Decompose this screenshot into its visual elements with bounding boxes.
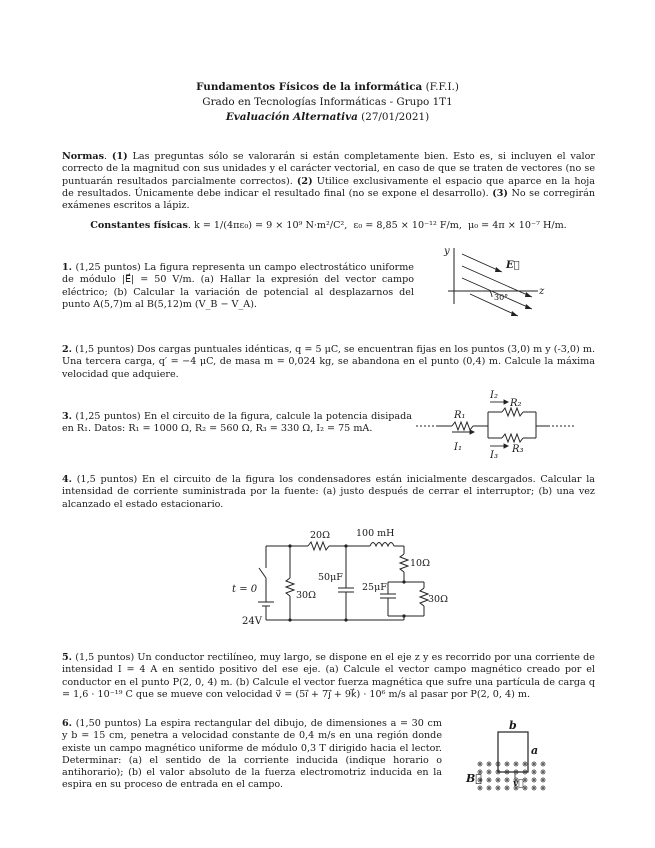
field-dot-center <box>506 779 507 780</box>
resistor-30b <box>420 588 428 606</box>
field-dot-center <box>524 763 525 764</box>
constants-line: Constantes físicas. k = 1/(4πε₀) = 9 × 10⁹ N·m²/C², ε₀ = 8,85 × 10⁻¹² F/m, μ₀ = 4π × 10⁻⁷ H/m. <box>90 220 567 231</box>
resistor-10 <box>400 554 408 572</box>
problem-6 <box>62 718 442 792</box>
field-dot-center <box>488 763 489 764</box>
course-title <box>0 80 655 94</box>
normas-label: Normas <box>62 151 104 162</box>
label-I1: I₁ <box>454 442 462 453</box>
problem-number: 6. <box>62 718 73 729</box>
label-R3: R₃ <box>512 444 524 455</box>
label-25uF: 25μF <box>362 582 387 593</box>
field-dot-center <box>488 787 489 788</box>
inductor-100mH <box>370 543 394 547</box>
field-dot-center <box>488 779 489 780</box>
problem-number: 5. <box>62 652 73 663</box>
label-R2: R₂ <box>510 398 522 409</box>
constant-k: k = 1/(4πε₀) = 9 × 10⁹ N·m²/C², <box>193 220 348 231</box>
problem-number: 4. <box>62 474 73 485</box>
field-dot-center <box>479 787 480 788</box>
problem-4 <box>62 474 595 511</box>
resistor-r2 <box>502 408 523 416</box>
field-dot-center <box>533 771 534 772</box>
problem-text: (1,25 puntos) En el circuito de la figura, calcule la potencia disipada en R₁. Datos: R₁ = 1000 Ω, R₂ = 560 Ω, R₃ = 330 Ω, I₂ = 75 mA. <box>62 411 412 435</box>
field-dot-center <box>497 779 498 780</box>
problem-text: (1,25 puntos) La figura representa un campo electrostático uniforme de módulo |E⃗| = 50 V/m. (a) Hallar la expresión del vector campo eléctrico; (b) Calcular la variación de potencial al desplazarnos del punto A(5,7)m al B(5,12)m (V_B − V_A). <box>62 262 414 310</box>
field-dot-center <box>497 763 498 764</box>
label-angle: 30° <box>494 293 509 302</box>
loop-rectangle <box>498 732 528 772</box>
problem-text: (1,5 puntos) En el circuito de la figura los condensadores están inicialmente descargados. Calcular la intensidad de corriente suministrada por la fuente: (a) justo después de cerrar el interruptor; (b) una vez alcanzado el estado estacionario. <box>62 474 595 510</box>
label-I2: I₂ <box>490 390 498 401</box>
angle-arc <box>490 291 492 297</box>
evaluation-date: (27/01/2021) <box>361 111 430 123</box>
label-E: E⃗ <box>506 260 520 271</box>
evaluation-title: Evaluación Alternativa <box>225 111 358 123</box>
field-dot-center <box>524 771 525 772</box>
problem-text: (1,50 puntos) La espira rectangular del dibujo, de dimensiones a = 30 cm y b = 15 cm, penetra a velocidad constante de 0,4 m/s en una región donde existe un campo magnético uniforme de módulo 0,3 T dirigido hacia el lector. Determinar: (a) el sentido de la corriente inducida (indique horario o antihorario); (b) el valor absoluto de la fuerza electromotriz inducida en la espira en su proceso de entrada en el campo. <box>62 718 442 791</box>
resistor-r3 <box>502 434 523 442</box>
field-dot-center <box>488 771 489 772</box>
label-y: y <box>444 246 450 257</box>
degree-line: Grado en Tecnologías Informáticas - Grupo 1T1 <box>202 96 453 108</box>
problem-text: (1,5 puntos) Un conductor rectilíneo, muy largo, se dispone en el eje z y es recorrido por una corriente de intensidad I = 4 A en sentido positivo del ese eje. (a) Calcule el vector campo magnético creado por el conductor en el punto P(2, 0, 4) m. (b) Calcule el vector fuerza magnética que sufre una partícula de carga q = 1,6 · 10⁻¹⁹ C que se mueve con velocidad v⃗ = (5i⃗ + 7j⃗ + 9k⃗) · 10⁶ m/s al pasar por P(2, 0, 4) m. <box>62 652 595 700</box>
label-z: z <box>539 286 545 297</box>
label-30ohm-b: 30Ω <box>428 594 448 605</box>
field-dot-center <box>524 779 525 780</box>
evaluation-line <box>0 110 655 124</box>
field-dot-center <box>524 787 525 788</box>
figure-electric-field <box>440 244 550 324</box>
problem-text: (1,5 puntos) Dos cargas puntuales idénticas, q = 5 μC, se encuentran fijas en los puntos (3,0) m y (-3,0) m. Una tercera carga, q′ = −4 μC, de masa m = 0,024 kg, se abandona en el punto (0,4) m. Calcule la máxima velocidad que adquiere. <box>62 344 595 380</box>
problem-number: 2. <box>62 344 73 355</box>
field-dot-center <box>497 787 498 788</box>
problem-3 <box>62 411 412 436</box>
field-dot-center <box>533 787 534 788</box>
field-dot-center <box>533 763 534 764</box>
normas-n3: (3) <box>492 187 508 199</box>
label-20ohm: 20Ω <box>310 530 330 541</box>
course-name: Fundamentos Físicos de la informática <box>196 81 423 93</box>
label-v: v⃗ <box>513 779 524 789</box>
problem-number: 1. <box>62 262 73 273</box>
field-dots <box>478 762 545 790</box>
normas-n1: (1) <box>111 151 128 162</box>
label-a: a <box>531 744 539 757</box>
normas-t1: Las preguntas sólo se valorarán si están completamente bien. Esto es, si incluyen el valor correcto de la magnitud con sus unidades y el carácter vectorial, en caso de que se traten de vectores (no se puntuarán resultados parcialmente correctos). <box>62 151 595 187</box>
label-50uF: 50μF <box>318 572 343 583</box>
label-B: B⃗ <box>466 772 482 785</box>
switch <box>259 568 266 578</box>
normas-n2: (2) <box>296 175 313 187</box>
label-R1: R₁ <box>454 410 466 421</box>
label-100mH: 100 mH <box>356 528 395 539</box>
label-t0: t = 0 <box>232 584 258 595</box>
label-I3: I₃ <box>490 450 498 461</box>
field-dot-center <box>506 787 507 788</box>
constant-mu0: μ₀ = 4π × 10⁻⁷ H/m. <box>468 220 567 231</box>
figure-loop <box>462 718 552 798</box>
field-dot-center <box>506 763 507 764</box>
label-b: b <box>509 719 517 732</box>
field-dot-center <box>497 771 498 772</box>
label-24V: 24V <box>242 616 262 627</box>
field-dot-center <box>542 771 543 772</box>
field-dot-center <box>533 779 534 780</box>
resistor-20 <box>308 542 329 550</box>
label-10ohm: 10Ω <box>410 558 430 569</box>
problem-number: 3. <box>62 411 73 422</box>
field-dot-center <box>542 779 543 780</box>
course-abbr: (F.F.I.) <box>425 81 459 93</box>
constant-epsilon0: ε₀ = 8,85 × 10⁻¹² F/m, <box>353 220 462 231</box>
field-dot-center <box>515 771 516 772</box>
resistor-r1 <box>452 422 473 430</box>
field-dot-center <box>542 787 543 788</box>
problem-5 <box>62 652 595 701</box>
problem-1 <box>62 262 414 311</box>
normas-t3: No se corregirán exámenes escritos a lápiz. <box>62 187 595 212</box>
figure-circuit-3 <box>414 388 594 460</box>
field-dot-center <box>479 763 480 764</box>
field-lines <box>462 254 532 316</box>
label-30ohm-a: 30Ω <box>296 590 316 601</box>
field-dot-center <box>515 763 516 764</box>
resistor-30a <box>286 578 294 596</box>
normas-paragraph: Normas. (1) Las preguntas sólo se valorarán si están completamente bien. Esto es, si incluyen el valor correcto de la magnitud con sus unidades y el carácter vectorial, en caso de que se traten de vectores (no se puntuarán resultados parcialmente correctos). (2) Utilice exclusivamente el espacio que aparce en la hoja de resultados. Únicamente debe indicar el resultado final (no se expone el desarrollo). (3) No se corregirán exámenes escritos a lápiz. <box>62 151 595 212</box>
field-dot-center <box>542 763 543 764</box>
field-dot-center <box>506 771 507 772</box>
constants-label: Constantes físicas <box>90 220 188 231</box>
normas-t2: Utilice exclusivamente el espacio que aparce en la hoja de resultados. Únicamente debe indicar el resultado final (no se expone el desarrollo). <box>62 175 595 199</box>
problem-2 <box>62 344 595 381</box>
figure-circuit-4 <box>228 524 458 634</box>
